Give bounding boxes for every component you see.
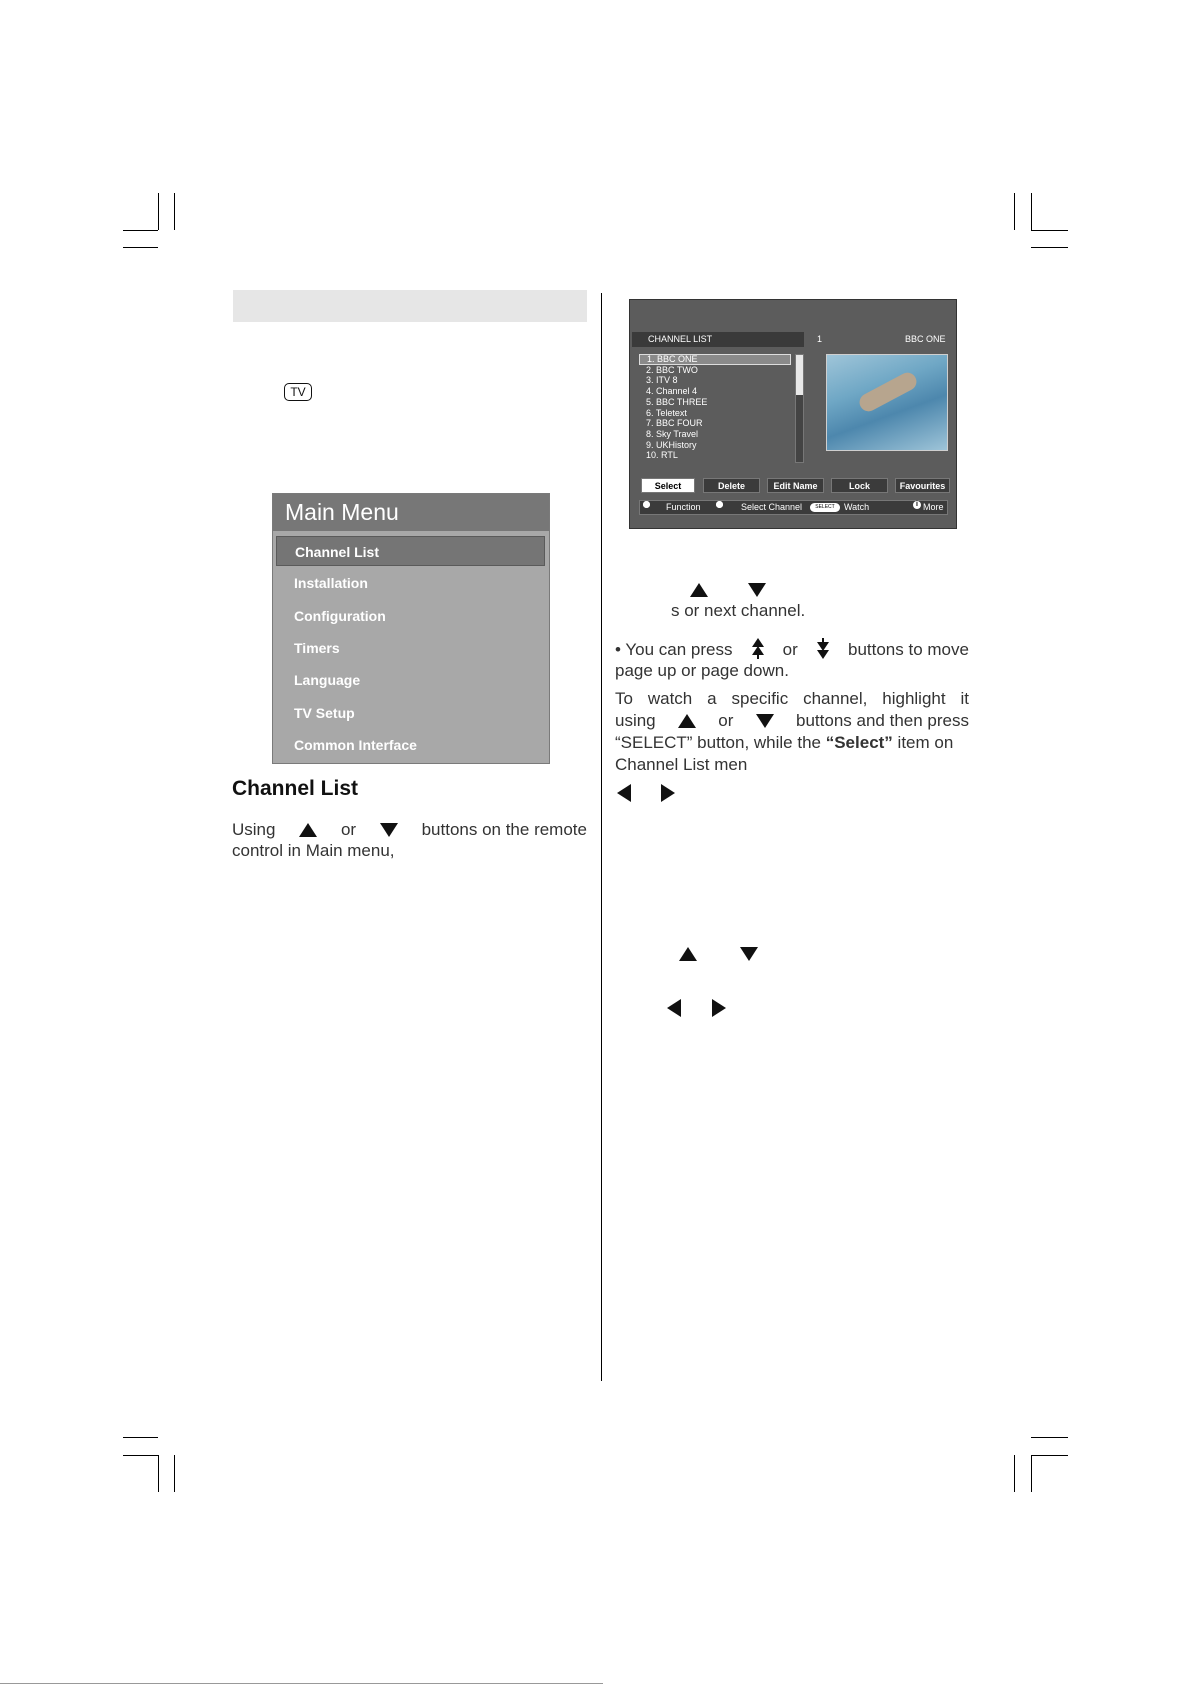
current-channel-name: BBC ONE [905,334,946,344]
text-control-main-menu: control in Main menu, [232,841,395,860]
right-arrow-icon [712,999,726,1017]
down-arrow-icon [748,583,766,597]
menu-item-language[interactable]: Language [294,672,361,688]
menu-item-installation[interactable]: Installation [294,575,368,591]
menu-item-configuration[interactable]: Configuration [294,608,386,624]
text-watch-highlight: To watch a specific channel, highlight it [615,689,969,708]
crop-mark [123,247,158,248]
right-line-next-channel: s or next channel. [671,601,806,620]
channel-list-header: CHANNEL LIST [632,332,804,347]
down-arrow-icon [380,823,398,837]
channel-row[interactable]: 2. BBC TWO [646,364,698,375]
channel-row[interactable]: 4. Channel 4 [646,386,698,397]
crop-mark [1014,193,1015,230]
up-arrow-icon [299,823,317,837]
channel-list-heading: Channel List [232,777,359,800]
up-arrow-icon [678,714,696,728]
channel-preview-image [826,354,948,451]
crop-mark [123,1455,158,1456]
crop-mark [1031,1455,1032,1492]
text-or: or [340,820,357,839]
crop-mark [174,1455,175,1492]
channel-list-footer: Function Select Channel SELECT Watch i More [639,500,948,515]
channel-list [639,354,791,462]
main-menu-title: Main Menu [273,494,549,531]
crop-mark [158,1455,159,1492]
channel-row[interactable]: 5. BBC THREE [646,396,708,407]
menu-item-channel-list[interactable]: Channel List [276,536,545,566]
crop-mark [174,193,175,230]
menu-item-common-interface[interactable]: Common Interface [294,737,417,753]
channel-row[interactable]: 9. UKHistory [646,439,697,450]
channel-row[interactable]: 1. BBC ONE [639,354,791,365]
menu-item-tv-setup[interactable]: TV Setup [294,705,355,721]
right-paragraph-page [615,638,969,681]
page-up-icon [752,638,764,660]
tv-button-icon: TV [284,383,312,401]
footer-select-channel: Select Channel [741,502,803,512]
channel-row[interactable]: 6. Teletext [646,407,687,418]
lock-button[interactable]: Lock [831,478,888,493]
crop-mark [1031,1437,1068,1438]
main-menu [272,493,550,764]
bottom-rule [0,1683,603,1684]
text-or: or [782,639,798,659]
crop-mark [1031,230,1068,231]
text-page-up-down: page up or page down. [615,661,789,680]
swimmer-picture [856,369,919,414]
footer-function: Function [666,502,701,512]
up-arrow-icon [690,583,708,597]
column-divider [601,293,602,1381]
crop-mark [123,230,158,231]
channel-row[interactable]: 3. ITV 8 [646,375,678,386]
text-channel-list-menu: Channel List men [615,755,748,774]
favourites-button[interactable]: Favourites [895,478,950,493]
down-arrow-icon [756,714,774,728]
left-paragraph [232,819,587,861]
right-paragraph-watch [615,688,969,776]
menu-item-timers[interactable]: Timers [294,640,340,656]
text-buttons-to-move: buttons to move [847,639,969,659]
crop-mark [123,1437,158,1438]
select-button[interactable]: Select [641,478,695,493]
right-arrow-icon [661,784,675,802]
footer-watch: Watch [844,502,870,512]
left-arrow-icon [617,784,631,802]
text-or: or [718,711,734,730]
footer-more: More [923,502,944,512]
crop-mark [1014,1455,1015,1492]
text-select-line: “SELECT” button, while the “Select” item on [615,733,954,752]
section-header-band [233,290,587,322]
text-you-can-press: • You can press [615,639,733,659]
crop-mark [1031,1455,1068,1456]
text-buttons-remote: buttons on the remote [421,820,587,839]
channel-row[interactable]: 10. RTL [646,450,678,461]
crop-mark [1031,247,1068,248]
edit-name-button[interactable]: Edit Name [767,478,824,493]
up-arrow-icon [679,947,697,961]
delete-button[interactable]: Delete [703,478,760,493]
text-using: Using [232,820,276,839]
channel-row[interactable]: 7. BBC FOUR [646,418,703,429]
page-down-icon [817,638,829,660]
crop-mark [1031,193,1032,230]
current-channel-number: 1 [817,334,823,344]
channel-list-scrollbar[interactable] [795,354,804,463]
left-arrow-icon [667,999,681,1017]
down-arrow-icon [740,947,758,961]
channel-list-screen [629,299,957,529]
crop-mark [158,193,159,230]
text-using: using [615,711,656,730]
text-buttons-then-press: buttons and then press [796,711,969,730]
channel-row[interactable]: 8. Sky Travel [646,428,699,439]
scrollbar-thumb[interactable] [796,355,803,395]
